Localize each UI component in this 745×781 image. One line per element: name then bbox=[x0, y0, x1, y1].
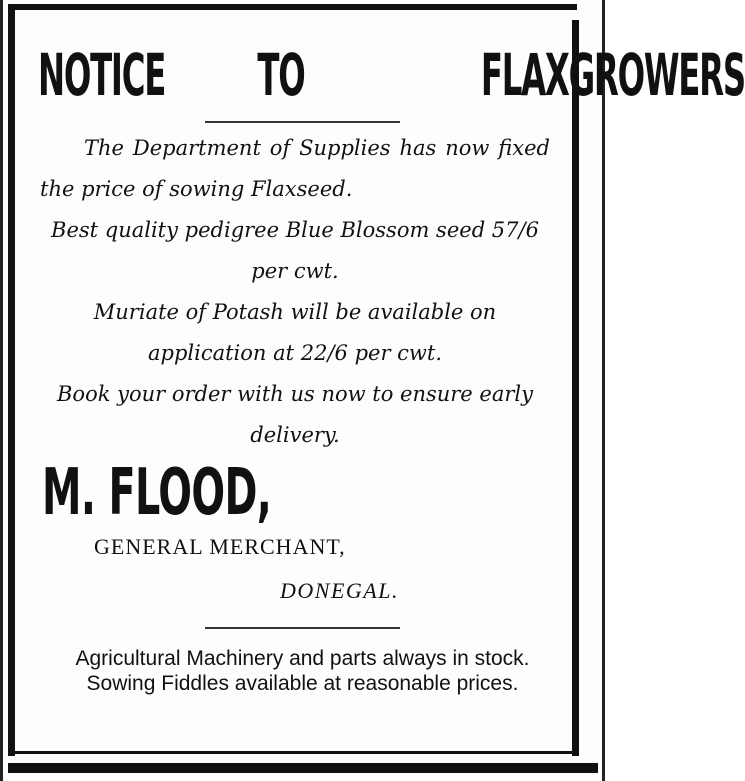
merchant-name: M. FLOOD, bbox=[42, 456, 272, 530]
top-border bbox=[8, 4, 577, 10]
headline-divider bbox=[205, 121, 400, 123]
merchant-town: DONEGAL. bbox=[280, 578, 399, 603]
right-border bbox=[572, 20, 579, 756]
potash-price-paragraph: Muriate of Potash will be available on application at 22/6 per cwt. bbox=[93, 300, 497, 365]
order-paragraph: Book your order with us now to ensure early delivery. bbox=[57, 382, 533, 447]
merchant-trade: GENERAL MERCHANT, bbox=[94, 534, 346, 559]
notice-headline bbox=[38, 40, 745, 110]
left-border bbox=[8, 4, 15, 756]
price-announcement-paragraph: The Department of Supplies has now fixed the price of sowing Flaxseed. bbox=[40, 136, 550, 201]
headline-word-flaxgrowers: FLAXGROWERS bbox=[480, 41, 745, 109]
bottom-border bbox=[8, 763, 598, 773]
bottom-border-thin bbox=[8, 751, 579, 754]
right-page-edge bbox=[602, 0, 605, 781]
headline-word-notice: NOTICE bbox=[38, 41, 166, 109]
headline-word-to: TO bbox=[257, 41, 305, 109]
machinery-note: Agricultural Machinery and parts always in stock. Sowing Fiddles available at reasonable prices. bbox=[75, 647, 530, 695]
left-page-edge bbox=[0, 0, 3, 781]
seed-price-paragraph: Best quality pedigree Blue Blossom seed 57/6 per cwt. bbox=[51, 218, 539, 283]
merchant-divider bbox=[205, 627, 400, 629]
